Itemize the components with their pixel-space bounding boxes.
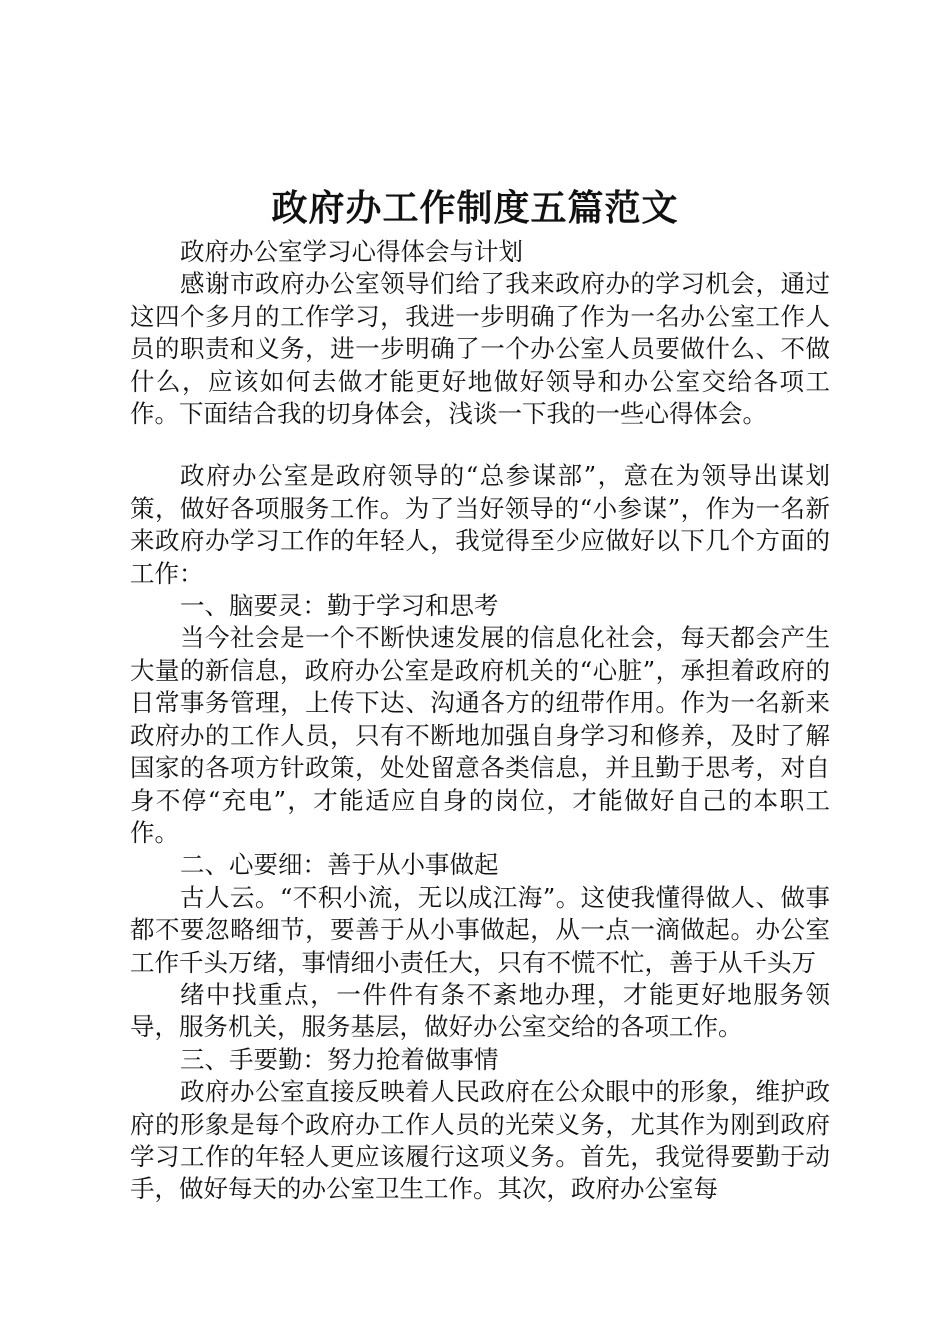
document-title: 政府办工作制度五篇范文 [271,187,679,229]
section-heading-2: 二、心要细：善于从小事做起 [180,850,499,880]
paragraph-spacer [130,430,830,460]
paragraph-section-1: 当今社会是一个不断快速发展的信息化社会，每天都会产生大量的新信息，政府办公室是政府机关的“心脏”，承担着政府的日常事务管理，上传下达、沟通各方的纽带作用。作为一名新来政府办的工作人员，只有不断地加强自身学习和修养，及时了解国家的各项方针政策，处处留意各类信息，并且勤于思考，对自身不停“充电”，才能适应自身的岗位，才能做好自己的本职工作。 [130,623,830,847]
paragraph-overview: 政府办公室是政府领导的“总参谋部”，意在为领导出谋划策，做好各项服务工作。为了当好领导的“小参谋”，作为一名新来政府办学习工作的年轻人，我觉得至少应做好以下几个方面的工作： [130,461,830,588]
document-body [130,236,830,1206]
section-subtitle: 政府办公室学习心得体会与计划 [180,237,523,266]
paragraph-section-2a: 古人云。“不积小流，无以成江海”。这使我懂得做人、做事都不要忽略细节，要善于从小事做起，从一点一滴做起。办公室工作千头万绪，事情细小责任大，只有不慌不忙，善于从千头万 [130,882,830,977]
paragraph-section-2b: 绪中找重点，一件件有条不紊地办理，才能更好地服务领导，服务机关，服务基层，做好办公室交给的各项工作。 [130,979,830,1042]
paragraph-section-3: 政府办公室直接反映着人民政府在公众眼中的形象，维护政府的形象是每个政府办工作人员的光荣义务，尤其作为刚到政府学习工作的年轻人更应该履行这项义务。首先，我觉得要勤于动手，做好每天的办公室卫生工作。其次，政府办公室每 [130,1077,830,1204]
section-heading-3: 三、手要勤：努力抢着做事情 [180,1044,499,1074]
section-heading-1: 一、脑要灵：勤于学习和思考 [180,591,499,621]
paragraph-intro: 感谢市政府办公室领导们给了我来政府办的学习机会，通过这四个多月的工作学习，我进一步明确了作为一名办公室工作人员的职责和义务，进一步明确了一个办公室人员要做什么、不做什么，应该如何去做才能更好地做好领导和办公室交给各项工作。下面结合我的切身体会，浅谈一下我的一些心得体会。 [130,269,830,429]
